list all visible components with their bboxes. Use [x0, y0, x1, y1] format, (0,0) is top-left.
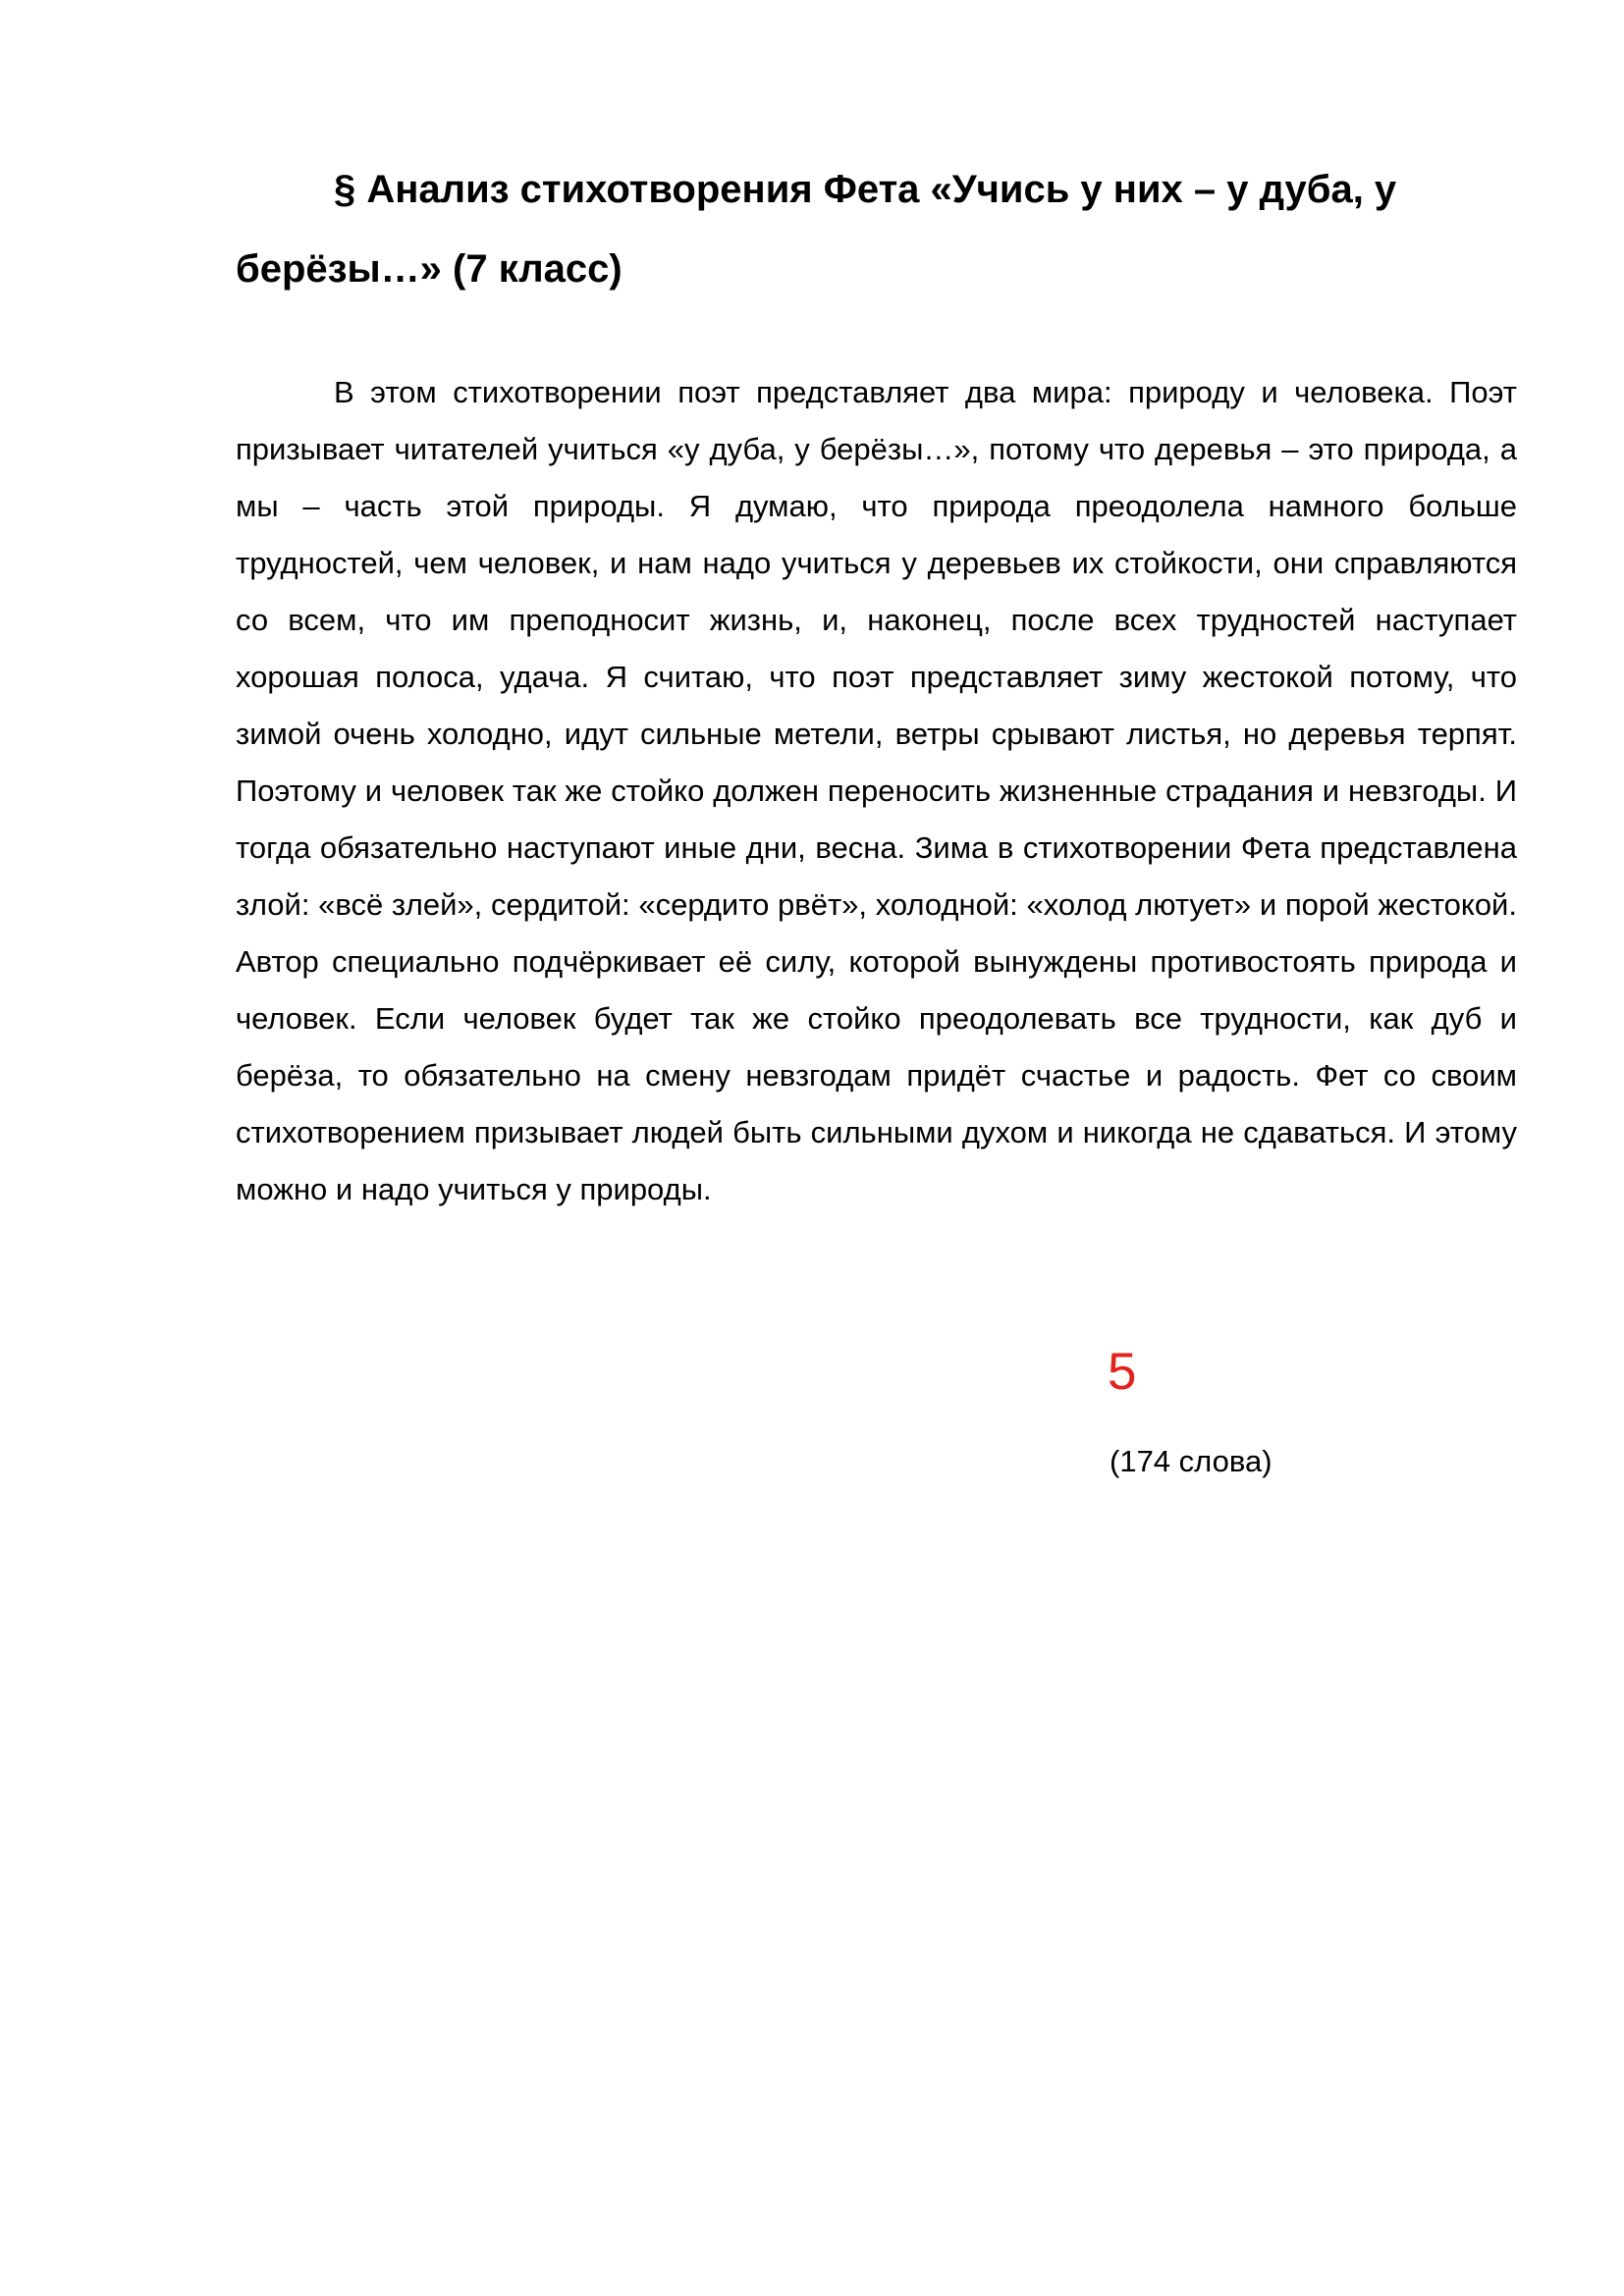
- word-count: (174 слова): [1110, 1444, 1272, 1478]
- essay-title: § Анализ стихотворения Фета «Учись у них – у дуба, у берёзы…» (7 класс): [236, 168, 1397, 291]
- essay-body: В этом стихотворении поэт представляет два мира: природу и человека. Поэт призывает читателей учиться «у дуба, у берёзы…», потому что деревья – это природа, а мы – часть этой природы. Я думаю, что природа преодолела намного больше трудностей, чем человек, и нам надо учиться у деревьев их стойкости, они справляются со всем, что им преподносит жизнь, и, наконец, после всех трудностей наступает хорошая полоса, удача. Я считаю, что поэт представляет зиму жестокой потому, что зимой очень холодно, идут сильные метели, ветры срывают листья, но деревья терпят. Поэтому и человек так же стойко должен переносить жизненные страдания и невзгоды. И тогда обязательно наступают иные дни, весна. Зима в стихотворении Фета представлена злой: «всё злей», сердитой: «сердито рвёт», холодной: «холод лютует» и порой жестокой. Автор специально подчёркивает её силу, которой вынуждены противостоять природа и человек. Если человек будет так же стойко преодолевать все трудности, как дуб и берёза, то обязательно на смену невзгодам придёт счастье и радость. Фет со своим стихотворением призывает людей быть сильными духом и никогда не сдаваться. И этому можно и надо учиться у природы.: [236, 375, 1517, 1206]
- grade-mark: 5: [1108, 1343, 1137, 1401]
